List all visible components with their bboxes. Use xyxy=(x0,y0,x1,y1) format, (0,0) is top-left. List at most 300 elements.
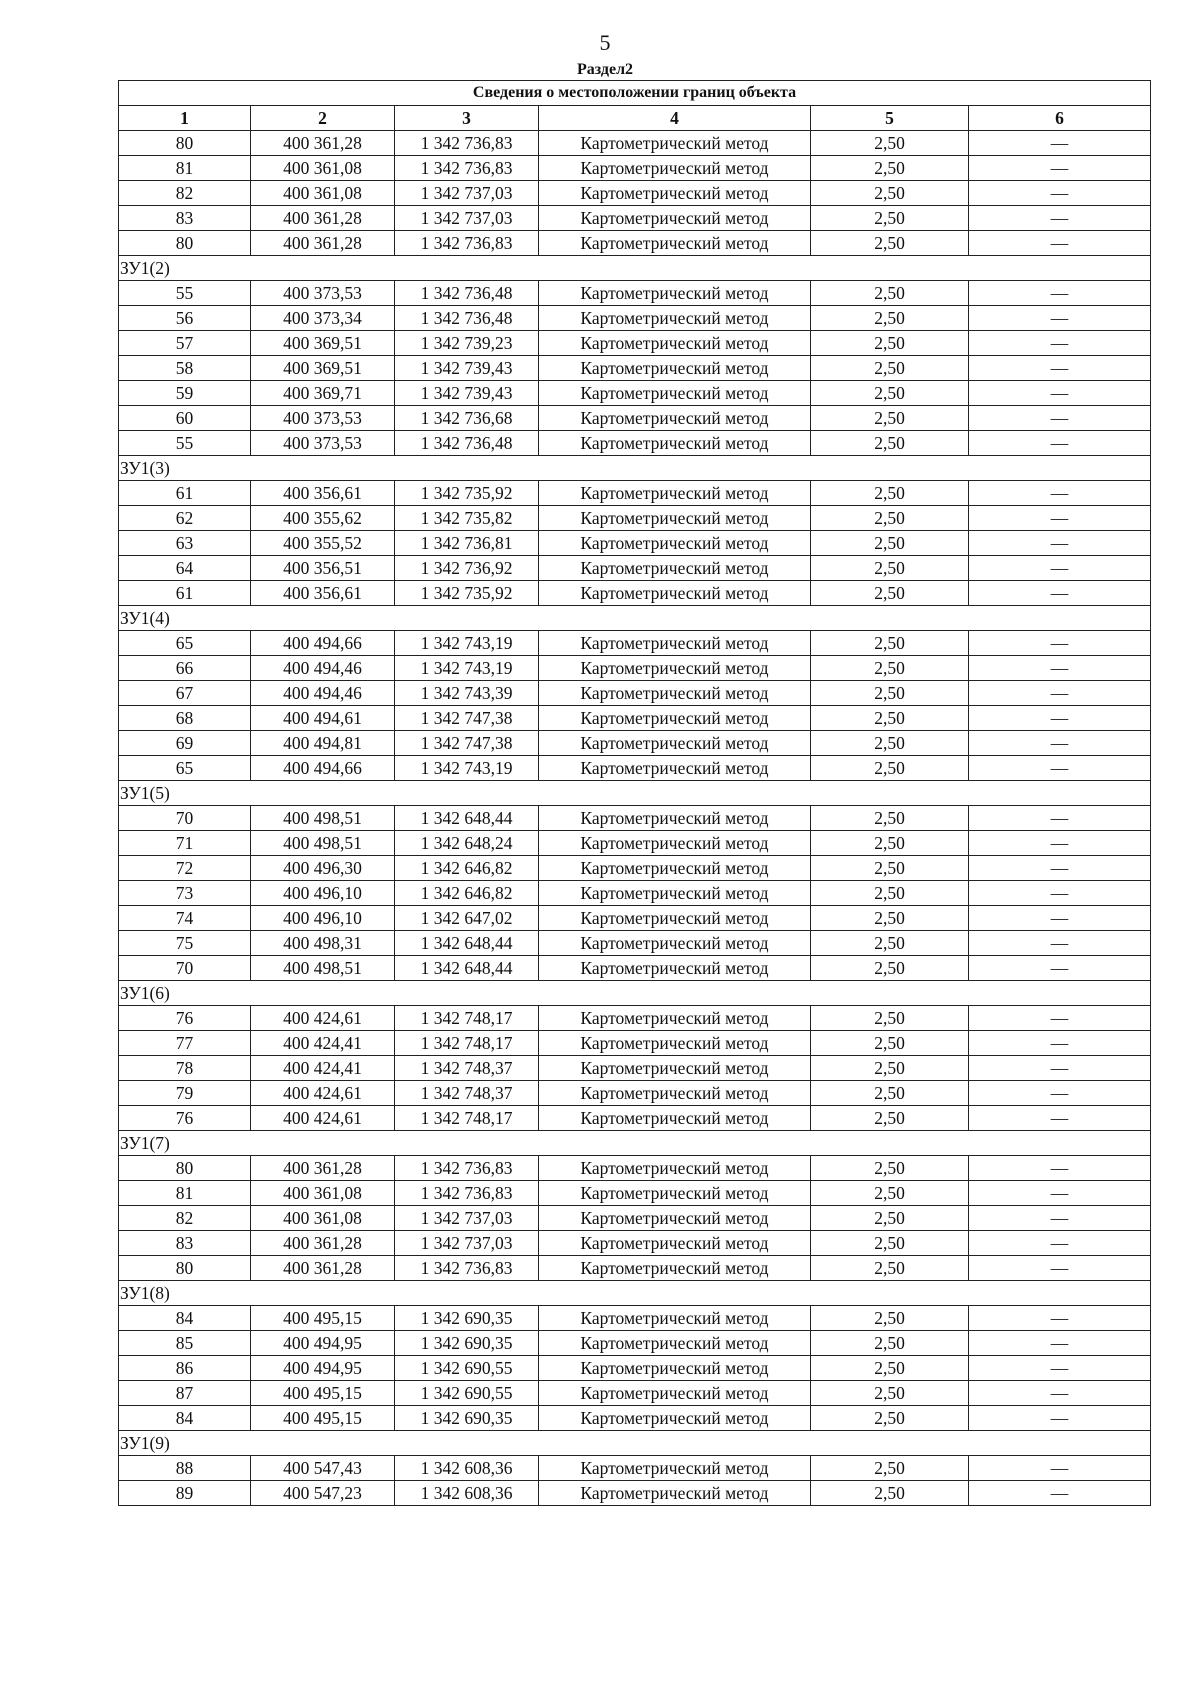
point-number-cell: 58 xyxy=(119,356,251,381)
method-cell: Картометрический метод xyxy=(539,856,811,881)
group-label: ЗУ1(4) xyxy=(119,606,1151,631)
table-body xyxy=(119,81,1151,1506)
column-header: 2 xyxy=(251,106,395,131)
method-cell: Картометрический метод xyxy=(539,1056,811,1081)
accuracy-cell: 2,50 xyxy=(811,481,969,506)
point-number-cell: 75 xyxy=(119,931,251,956)
method-cell: Картометрический метод xyxy=(539,1406,811,1431)
method-cell: Картометрический метод xyxy=(539,631,811,656)
section-title: Раздел2 xyxy=(576,61,634,78)
point-number-cell: 83 xyxy=(119,1231,251,1256)
accuracy-cell: 2,50 xyxy=(811,731,969,756)
x-coordinate-cell: 400 495,15 xyxy=(251,1306,395,1331)
y-coordinate-cell: 1 342 739,23 xyxy=(395,331,539,356)
description-cell: — xyxy=(969,206,1151,231)
table-row xyxy=(119,856,1151,881)
table-row xyxy=(119,931,1151,956)
description-cell: — xyxy=(969,506,1151,531)
y-coordinate-cell: 1 342 646,82 xyxy=(395,856,539,881)
description-cell: — xyxy=(969,706,1151,731)
method-cell: Картометрический метод xyxy=(539,406,811,431)
accuracy-cell: 2,50 xyxy=(811,906,969,931)
accuracy-cell: 2,50 xyxy=(811,756,969,781)
table-row xyxy=(119,1481,1151,1506)
method-cell: Картометрический метод xyxy=(539,1256,811,1281)
table-row xyxy=(119,281,1151,306)
accuracy-cell: 2,50 xyxy=(811,681,969,706)
y-coordinate-cell: 1 342 737,03 xyxy=(395,206,539,231)
method-cell: Картометрический метод xyxy=(539,1156,811,1181)
table-row xyxy=(119,381,1151,406)
y-coordinate-cell: 1 342 648,44 xyxy=(395,806,539,831)
description-cell: — xyxy=(969,1106,1151,1131)
x-coordinate-cell: 400 356,61 xyxy=(251,481,395,506)
point-number-cell: 65 xyxy=(119,756,251,781)
table-row xyxy=(119,831,1151,856)
table-row xyxy=(119,531,1151,556)
y-coordinate-cell: 1 342 736,48 xyxy=(395,431,539,456)
y-coordinate-cell: 1 342 737,03 xyxy=(395,1231,539,1256)
description-cell: — xyxy=(969,431,1151,456)
method-cell: Картометрический метод xyxy=(539,731,811,756)
point-number-cell: 87 xyxy=(119,1381,251,1406)
y-coordinate-cell: 1 342 748,17 xyxy=(395,1031,539,1056)
table-row xyxy=(119,331,1151,356)
y-coordinate-cell: 1 342 646,82 xyxy=(395,881,539,906)
accuracy-cell: 2,50 xyxy=(811,1156,969,1181)
y-coordinate-cell: 1 342 690,55 xyxy=(395,1356,539,1381)
y-coordinate-cell: 1 342 743,19 xyxy=(395,756,539,781)
y-coordinate-cell: 1 342 737,03 xyxy=(395,181,539,206)
description-cell: — xyxy=(969,1456,1151,1481)
x-coordinate-cell: 400 496,10 xyxy=(251,906,395,931)
accuracy-cell: 2,50 xyxy=(811,1331,969,1356)
point-number-cell: 61 xyxy=(119,581,251,606)
y-coordinate-cell: 1 342 737,03 xyxy=(395,1206,539,1231)
y-coordinate-cell: 1 342 735,82 xyxy=(395,506,539,531)
y-coordinate-cell: 1 342 736,92 xyxy=(395,556,539,581)
method-cell: Картометрический метод xyxy=(539,1356,811,1381)
y-coordinate-cell: 1 342 736,83 xyxy=(395,1181,539,1206)
accuracy-cell: 2,50 xyxy=(811,406,969,431)
y-coordinate-cell: 1 342 648,44 xyxy=(395,931,539,956)
group-header-row xyxy=(119,1281,1151,1306)
point-number-cell: 62 xyxy=(119,506,251,531)
accuracy-cell: 2,50 xyxy=(811,556,969,581)
table-row xyxy=(119,431,1151,456)
column-header-row xyxy=(119,106,1151,131)
table-row xyxy=(119,181,1151,206)
accuracy-cell: 2,50 xyxy=(811,1406,969,1431)
description-cell: — xyxy=(969,406,1151,431)
table-row xyxy=(119,756,1151,781)
point-number-cell: 74 xyxy=(119,906,251,931)
x-coordinate-cell: 400 361,28 xyxy=(251,1256,395,1281)
x-coordinate-cell: 400 361,28 xyxy=(251,1156,395,1181)
accuracy-cell: 2,50 xyxy=(811,206,969,231)
description-cell: — xyxy=(969,556,1151,581)
x-coordinate-cell: 400 361,08 xyxy=(251,156,395,181)
x-coordinate-cell: 400 494,95 xyxy=(251,1356,395,1381)
description-cell: — xyxy=(969,806,1151,831)
method-cell: Картометрический метод xyxy=(539,1231,811,1256)
x-coordinate-cell: 400 356,51 xyxy=(251,556,395,581)
table-row xyxy=(119,906,1151,931)
x-coordinate-cell: 400 498,31 xyxy=(251,931,395,956)
table-row xyxy=(119,356,1151,381)
method-cell: Картометрический метод xyxy=(539,1031,811,1056)
accuracy-cell: 2,50 xyxy=(811,1206,969,1231)
accuracy-cell: 2,50 xyxy=(811,331,969,356)
description-cell: — xyxy=(969,1406,1151,1431)
y-coordinate-cell: 1 342 608,36 xyxy=(395,1456,539,1481)
method-cell: Картометрический метод xyxy=(539,956,811,981)
description-cell: — xyxy=(969,1481,1151,1506)
y-coordinate-cell: 1 342 736,48 xyxy=(395,281,539,306)
method-cell: Картометрический метод xyxy=(539,481,811,506)
point-number-cell: 86 xyxy=(119,1356,251,1381)
y-coordinate-cell: 1 342 748,37 xyxy=(395,1056,539,1081)
table-row xyxy=(119,156,1151,181)
x-coordinate-cell: 400 494,81 xyxy=(251,731,395,756)
y-coordinate-cell: 1 342 747,38 xyxy=(395,706,539,731)
x-coordinate-cell: 400 369,71 xyxy=(251,381,395,406)
accuracy-cell: 2,50 xyxy=(811,856,969,881)
description-cell: — xyxy=(969,1381,1151,1406)
table-row xyxy=(119,1331,1151,1356)
point-number-cell: 59 xyxy=(119,381,251,406)
method-cell: Картометрический метод xyxy=(539,331,811,356)
method-cell: Картометрический метод xyxy=(539,306,811,331)
table-row xyxy=(119,1206,1151,1231)
table-row xyxy=(119,731,1151,756)
description-cell: — xyxy=(969,281,1151,306)
method-cell: Картометрический метод xyxy=(539,831,811,856)
method-cell: Картометрический метод xyxy=(539,681,811,706)
table-row xyxy=(119,706,1151,731)
accuracy-cell: 2,50 xyxy=(811,831,969,856)
y-coordinate-cell: 1 342 736,83 xyxy=(395,231,539,256)
y-coordinate-cell: 1 342 736,68 xyxy=(395,406,539,431)
y-coordinate-cell: 1 342 736,81 xyxy=(395,531,539,556)
y-coordinate-cell: 1 342 743,19 xyxy=(395,631,539,656)
description-cell: — xyxy=(969,631,1151,656)
description-cell: — xyxy=(969,381,1151,406)
description-cell: — xyxy=(969,1206,1151,1231)
method-cell: Картометрический метод xyxy=(539,506,811,531)
accuracy-cell: 2,50 xyxy=(811,1481,969,1506)
table-row xyxy=(119,1006,1151,1031)
description-cell: — xyxy=(969,1181,1151,1206)
description-cell: — xyxy=(969,1156,1151,1181)
y-coordinate-cell: 1 342 736,83 xyxy=(395,131,539,156)
description-cell: — xyxy=(969,1006,1151,1031)
group-label: ЗУ1(7) xyxy=(119,1131,1151,1156)
point-number-cell: 70 xyxy=(119,956,251,981)
accuracy-cell: 2,50 xyxy=(811,356,969,381)
accuracy-cell: 2,50 xyxy=(811,1356,969,1381)
point-number-cell: 55 xyxy=(119,281,251,306)
description-cell: — xyxy=(969,956,1151,981)
accuracy-cell: 2,50 xyxy=(811,1256,969,1281)
x-coordinate-cell: 400 361,08 xyxy=(251,181,395,206)
method-cell: Картометрический метод xyxy=(539,356,811,381)
table-row xyxy=(119,1306,1151,1331)
table-row xyxy=(119,631,1151,656)
point-number-cell: 80 xyxy=(119,131,251,156)
point-number-cell: 84 xyxy=(119,1306,251,1331)
x-coordinate-cell: 400 496,30 xyxy=(251,856,395,881)
point-number-cell: 84 xyxy=(119,1406,251,1431)
point-number-cell: 63 xyxy=(119,531,251,556)
y-coordinate-cell: 1 342 690,35 xyxy=(395,1306,539,1331)
x-coordinate-cell: 400 355,62 xyxy=(251,506,395,531)
table-row xyxy=(119,956,1151,981)
accuracy-cell: 2,50 xyxy=(811,1231,969,1256)
table-row xyxy=(119,206,1151,231)
method-cell: Картометрический метод xyxy=(539,431,811,456)
point-number-cell: 55 xyxy=(119,431,251,456)
method-cell: Картометрический метод xyxy=(539,1206,811,1231)
method-cell: Картометрический метод xyxy=(539,556,811,581)
x-coordinate-cell: 400 373,34 xyxy=(251,306,395,331)
point-number-cell: 70 xyxy=(119,806,251,831)
table-row xyxy=(119,881,1151,906)
accuracy-cell: 2,50 xyxy=(811,431,969,456)
description-cell: — xyxy=(969,1356,1151,1381)
table-row xyxy=(119,656,1151,681)
point-number-cell: 56 xyxy=(119,306,251,331)
description-cell: — xyxy=(969,731,1151,756)
x-coordinate-cell: 400 424,41 xyxy=(251,1031,395,1056)
y-coordinate-cell: 1 342 748,37 xyxy=(395,1081,539,1106)
x-coordinate-cell: 400 361,08 xyxy=(251,1181,395,1206)
column-header: 4 xyxy=(539,106,811,131)
x-coordinate-cell: 400 424,61 xyxy=(251,1106,395,1131)
accuracy-cell: 2,50 xyxy=(811,381,969,406)
x-coordinate-cell: 400 373,53 xyxy=(251,431,395,456)
y-coordinate-cell: 1 342 736,83 xyxy=(395,156,539,181)
point-number-cell: 76 xyxy=(119,1006,251,1031)
accuracy-cell: 2,50 xyxy=(811,881,969,906)
y-coordinate-cell: 1 342 736,83 xyxy=(395,1156,539,1181)
group-header-row xyxy=(119,981,1151,1006)
point-number-cell: 82 xyxy=(119,1206,251,1231)
description-cell: — xyxy=(969,1331,1151,1356)
x-coordinate-cell: 400 424,41 xyxy=(251,1056,395,1081)
accuracy-cell: 2,50 xyxy=(811,1381,969,1406)
y-coordinate-cell: 1 342 736,83 xyxy=(395,1256,539,1281)
y-coordinate-cell: 1 342 736,48 xyxy=(395,306,539,331)
y-coordinate-cell: 1 342 747,38 xyxy=(395,731,539,756)
description-cell: — xyxy=(969,931,1151,956)
description-cell: — xyxy=(969,181,1151,206)
method-cell: Картометрический метод xyxy=(539,181,811,206)
point-number-cell: 85 xyxy=(119,1331,251,1356)
group-header-row xyxy=(119,781,1151,806)
group-label: ЗУ1(9) xyxy=(119,1431,1151,1456)
x-coordinate-cell: 400 494,66 xyxy=(251,631,395,656)
y-coordinate-cell: 1 342 735,92 xyxy=(395,481,539,506)
group-label: ЗУ1(2) xyxy=(119,256,1151,281)
point-number-cell: 78 xyxy=(119,1056,251,1081)
y-coordinate-cell: 1 342 690,35 xyxy=(395,1406,539,1431)
point-number-cell: 81 xyxy=(119,1181,251,1206)
table-row xyxy=(119,1231,1151,1256)
y-coordinate-cell: 1 342 690,55 xyxy=(395,1381,539,1406)
y-coordinate-cell: 1 342 735,92 xyxy=(395,581,539,606)
description-cell: — xyxy=(969,481,1151,506)
x-coordinate-cell: 400 361,28 xyxy=(251,206,395,231)
x-coordinate-cell: 400 373,53 xyxy=(251,406,395,431)
accuracy-cell: 2,50 xyxy=(811,181,969,206)
y-coordinate-cell: 1 342 743,19 xyxy=(395,656,539,681)
method-cell: Картометрический метод xyxy=(539,131,811,156)
y-coordinate-cell: 1 342 648,24 xyxy=(395,831,539,856)
point-number-cell: 80 xyxy=(119,1256,251,1281)
table-row xyxy=(119,1031,1151,1056)
table-row xyxy=(119,1056,1151,1081)
table-row xyxy=(119,1256,1151,1281)
x-coordinate-cell: 400 361,28 xyxy=(251,231,395,256)
x-coordinate-cell: 400 498,51 xyxy=(251,806,395,831)
table-row xyxy=(119,581,1151,606)
accuracy-cell: 2,50 xyxy=(811,231,969,256)
table-row xyxy=(119,481,1151,506)
y-coordinate-cell: 1 342 739,43 xyxy=(395,356,539,381)
method-cell: Картометрический метод xyxy=(539,1456,811,1481)
method-cell: Картометрический метод xyxy=(539,231,811,256)
description-cell: — xyxy=(969,306,1151,331)
description-cell: — xyxy=(969,231,1151,256)
description-cell: — xyxy=(969,131,1151,156)
table-row xyxy=(119,406,1151,431)
method-cell: Картометрический метод xyxy=(539,656,811,681)
table-caption-row xyxy=(119,81,1151,106)
point-number-cell: 89 xyxy=(119,1481,251,1506)
group-header-row xyxy=(119,606,1151,631)
point-number-cell: 71 xyxy=(119,831,251,856)
table-row xyxy=(119,1181,1151,1206)
x-coordinate-cell: 400 355,52 xyxy=(251,531,395,556)
x-coordinate-cell: 400 361,28 xyxy=(251,131,395,156)
y-coordinate-cell: 1 342 743,39 xyxy=(395,681,539,706)
x-coordinate-cell: 400 547,43 xyxy=(251,1456,395,1481)
method-cell: Картометрический метод xyxy=(539,756,811,781)
description-cell: — xyxy=(969,881,1151,906)
y-coordinate-cell: 1 342 647,02 xyxy=(395,906,539,931)
point-number-cell: 61 xyxy=(119,481,251,506)
column-header: 1 xyxy=(119,106,251,131)
x-coordinate-cell: 400 369,51 xyxy=(251,356,395,381)
point-number-cell: 72 xyxy=(119,856,251,881)
method-cell: Картометрический метод xyxy=(539,1081,811,1106)
method-cell: Картометрический метод xyxy=(539,881,811,906)
group-header-row xyxy=(119,1131,1151,1156)
x-coordinate-cell: 400 494,95 xyxy=(251,1331,395,1356)
accuracy-cell: 2,50 xyxy=(811,506,969,531)
accuracy-cell: 2,50 xyxy=(811,656,969,681)
x-coordinate-cell: 400 424,61 xyxy=(251,1006,395,1031)
y-coordinate-cell: 1 342 608,36 xyxy=(395,1481,539,1506)
description-cell: — xyxy=(969,1081,1151,1106)
method-cell: Картометрический метод xyxy=(539,381,811,406)
x-coordinate-cell: 400 495,15 xyxy=(251,1406,395,1431)
point-number-cell: 57 xyxy=(119,331,251,356)
point-number-cell: 80 xyxy=(119,1156,251,1181)
y-coordinate-cell: 1 342 739,43 xyxy=(395,381,539,406)
table-row xyxy=(119,1081,1151,1106)
accuracy-cell: 2,50 xyxy=(811,281,969,306)
point-number-cell: 66 xyxy=(119,656,251,681)
point-number-cell: 83 xyxy=(119,206,251,231)
page-number: 5 xyxy=(599,30,611,55)
accuracy-cell: 2,50 xyxy=(811,631,969,656)
point-number-cell: 73 xyxy=(119,881,251,906)
accuracy-cell: 2,50 xyxy=(811,931,969,956)
method-cell: Картометрический метод xyxy=(539,1381,811,1406)
description-cell: — xyxy=(969,1306,1151,1331)
point-number-cell: 60 xyxy=(119,406,251,431)
accuracy-cell: 2,50 xyxy=(811,156,969,181)
method-cell: Картометрический метод xyxy=(539,906,811,931)
table-row xyxy=(119,1406,1151,1431)
table-row xyxy=(119,1106,1151,1131)
accuracy-cell: 2,50 xyxy=(811,1006,969,1031)
y-coordinate-cell: 1 342 748,17 xyxy=(395,1006,539,1031)
table-row xyxy=(119,556,1151,581)
table-row xyxy=(119,306,1151,331)
accuracy-cell: 2,50 xyxy=(811,1056,969,1081)
table-row xyxy=(119,131,1151,156)
method-cell: Картометрический метод xyxy=(539,1006,811,1031)
x-coordinate-cell: 400 361,28 xyxy=(251,1231,395,1256)
description-cell: — xyxy=(969,756,1151,781)
table-row xyxy=(119,806,1151,831)
x-coordinate-cell: 400 495,15 xyxy=(251,1381,395,1406)
x-coordinate-cell: 400 498,51 xyxy=(251,831,395,856)
group-label: ЗУ1(8) xyxy=(119,1281,1151,1306)
x-coordinate-cell: 400 494,66 xyxy=(251,756,395,781)
x-coordinate-cell: 400 494,61 xyxy=(251,706,395,731)
x-coordinate-cell: 400 356,61 xyxy=(251,581,395,606)
description-cell: — xyxy=(969,581,1151,606)
accuracy-cell: 2,50 xyxy=(811,1106,969,1131)
point-number-cell: 68 xyxy=(119,706,251,731)
description-cell: — xyxy=(969,331,1151,356)
table-row xyxy=(119,506,1151,531)
description-cell: — xyxy=(969,1056,1151,1081)
description-cell: — xyxy=(969,856,1151,881)
method-cell: Картометрический метод xyxy=(539,1481,811,1506)
point-number-cell: 76 xyxy=(119,1106,251,1131)
accuracy-cell: 2,50 xyxy=(811,806,969,831)
x-coordinate-cell: 400 424,61 xyxy=(251,1081,395,1106)
description-cell: — xyxy=(969,356,1151,381)
table-row xyxy=(119,1456,1151,1481)
x-coordinate-cell: 400 498,51 xyxy=(251,956,395,981)
x-coordinate-cell: 400 494,46 xyxy=(251,681,395,706)
accuracy-cell: 2,50 xyxy=(811,1306,969,1331)
x-coordinate-cell: 400 496,10 xyxy=(251,881,395,906)
description-cell: — xyxy=(969,906,1151,931)
column-header: 3 xyxy=(395,106,539,131)
description-cell: — xyxy=(969,831,1151,856)
description-cell: — xyxy=(969,656,1151,681)
method-cell: Картометрический метод xyxy=(539,806,811,831)
table-row xyxy=(119,231,1151,256)
x-coordinate-cell: 400 373,53 xyxy=(251,281,395,306)
